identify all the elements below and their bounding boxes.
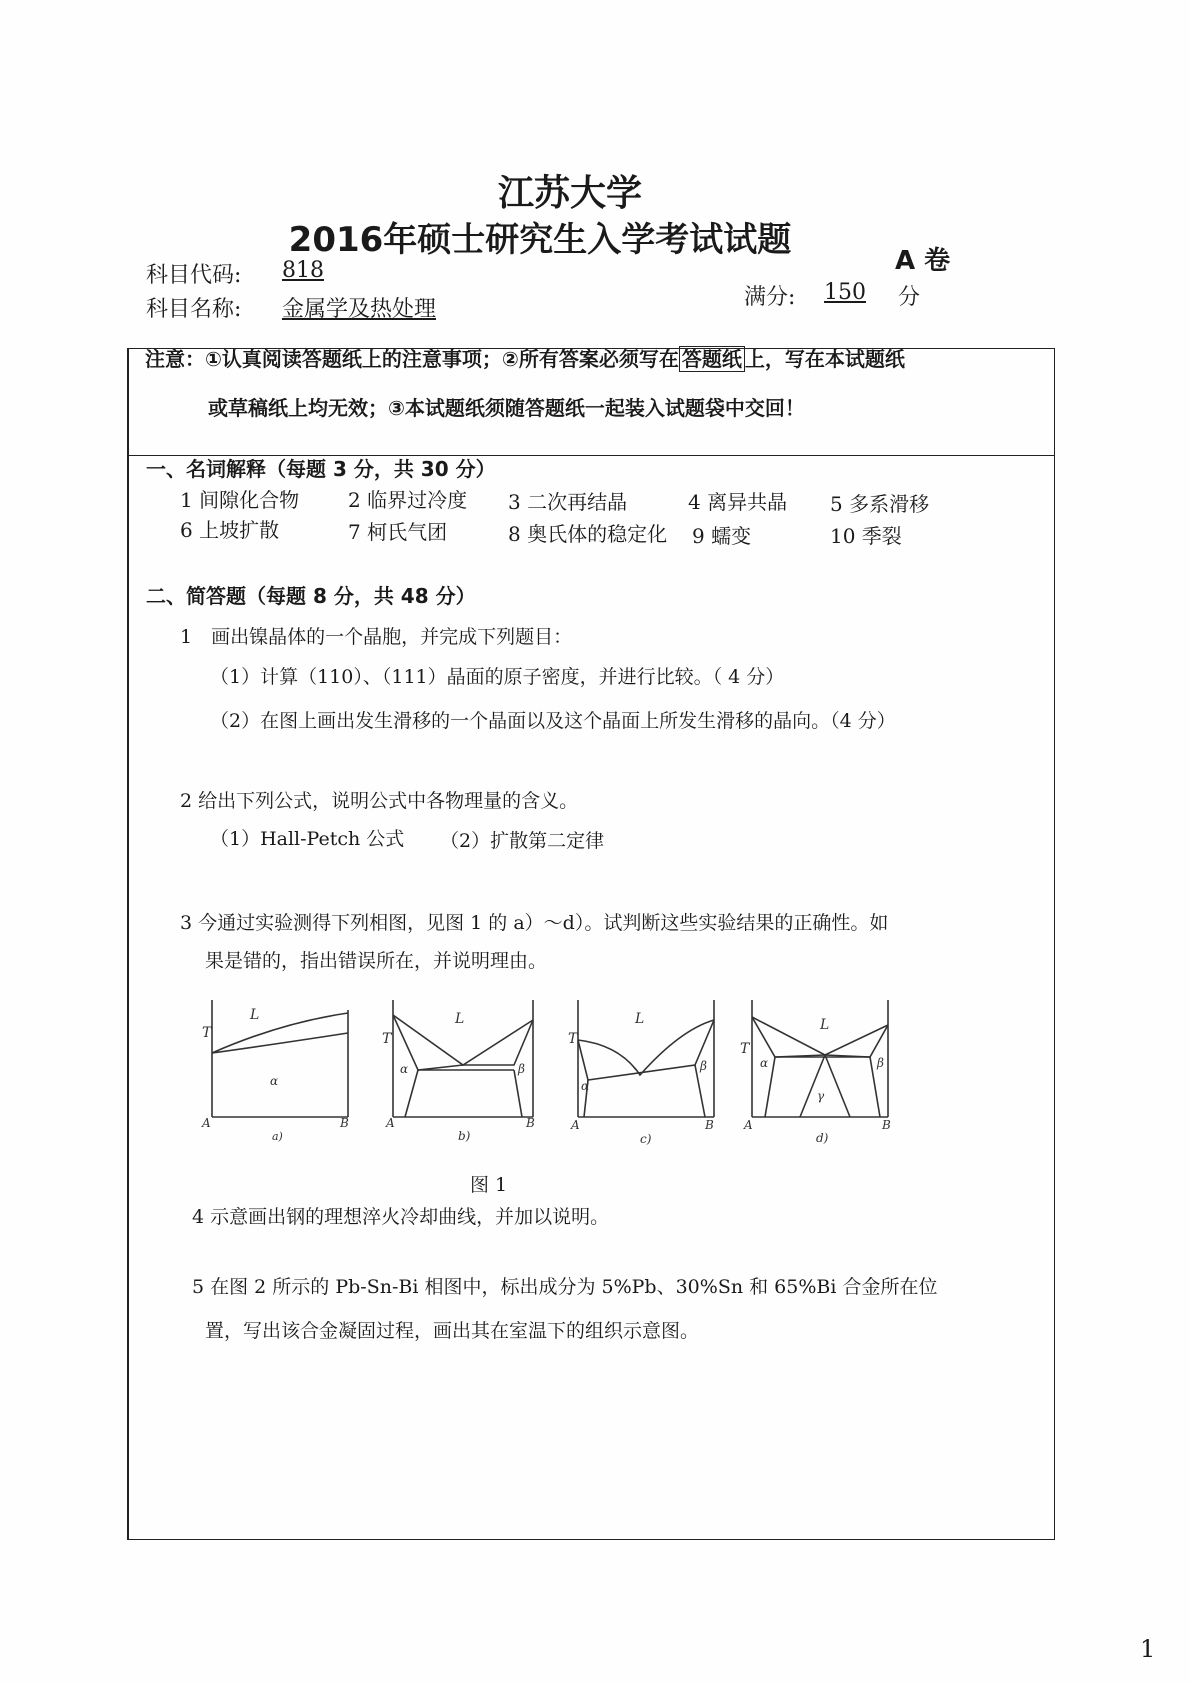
q1-part2: （2）在图上画出发生滑移的一个晶面以及这个晶面上所发生滑移的晶向。（4 分） [210,710,896,732]
fig-c-A: A [571,1118,580,1132]
diagram-c-liquidus [578,1020,714,1075]
fig-a-B: B [340,1116,349,1130]
term-4: 4 离异共晶 [688,490,788,514]
subject-code: 818 [282,258,324,283]
q5-line1: 5 在图 2 所示的 Pb-Sn-Bi 相图中，标出成分为 5%Pb、30%Sn 和 65%Bi 合金所在位 [192,1276,938,1298]
q2-part1: （1）Hall-Petch 公式 [210,828,405,850]
volume-label: A 卷 [895,246,951,276]
diagram-a-liquidus [212,1013,348,1053]
term-2: 2 临界过冷度 [348,488,468,512]
figure-caption: 图 1 [470,1174,508,1196]
fig-d-beta: β [877,1056,884,1070]
fig-c-B: B [705,1118,714,1132]
fig-a-T: T [202,1025,212,1041]
university-name: 江苏大学 [497,173,642,214]
fig-d-caption: d) [816,1131,829,1145]
diagram-a-solidus [212,1033,348,1053]
fig-d-L: L [820,1017,830,1033]
q3-line2: 果是错的，指出错误所在，并说明理由。 [205,950,548,972]
term-9: 9 蠕变 [692,524,752,548]
term-8: 8 奥氏体的稳定化 [508,522,668,546]
notice-line-1-suffix: 上，写在本试题纸 [744,347,905,371]
fig-b-A: A [386,1116,395,1130]
subject-name: 金属学及热处理 [282,297,437,322]
q4-stem: 4 示意画出钢的理想淬火冷却曲线，并加以说明。 [192,1206,610,1228]
section2-heading: 二、简答题（每题 8 分，共 48 分） [146,584,476,608]
term-6: 6 上坡扩散 [180,518,280,542]
fig-a-alpha: α [270,1074,279,1088]
figure-1 [200,995,920,1146]
fig-c-caption: c) [640,1132,652,1146]
fig-c-T: T [568,1031,578,1047]
fig-c-beta: β [700,1059,707,1073]
fig-d-alpha: α [760,1056,769,1070]
term-1: 1 间隙化合物 [180,488,300,512]
fig-d-B: B [882,1118,891,1132]
fig-b-caption: b) [458,1129,471,1143]
term-5: 5 多系滑移 [830,492,930,516]
full-score: 150 [824,280,866,305]
term-3: 3 二次再结晶 [508,490,628,514]
full-score-unit: 分 [898,285,921,310]
fig-b-alpha: α [400,1062,409,1076]
subject-name-label: 科目名称: [146,297,242,322]
fig-d-gamma: γ [817,1089,825,1103]
q2-stem: 2 给出下列公式，说明公式中各物理量的含义。 [180,790,579,812]
notice-line-2: 或草稿纸上均无效；③本试题纸须随答题纸一起装入试题袋中交回！ [208,396,805,420]
fig-b-L: L [455,1011,465,1027]
full-score-label: 满分: [744,285,796,310]
q1-part1: （1）计算（110）、（111）晶面的原子密度，并进行比较。（ 4 分） [210,666,785,688]
fig-b-T: T [382,1031,392,1047]
fig-b-B: B [526,1116,535,1130]
page-number: 1 [1140,1635,1156,1663]
q5-line2: 置，写出该合金凝固过程，画出其在室温下的组织示意图。 [205,1320,700,1342]
term-7: 7 柯氏气团 [348,520,448,544]
section1-heading: 一、名词解释（每题 3 分，共 30 分） [146,457,496,481]
q2-part2: （2）扩散第二定律 [440,830,605,852]
term-10: 10 季裂 [830,524,902,548]
q3-line1: 3 今通过实验测得下列相图，见图 1 的 a）～d）。试判断这些实验结果的正确性。如 [180,912,889,934]
notice-line-1 [145,343,905,372]
notice-line-1-prefix: 注意：①认真阅读答题纸上的注意事项；②所有答案必须写在 [145,347,679,371]
fig-d-T: T [740,1041,750,1057]
fig-c-alpha: α [581,1079,590,1093]
q1-stem: 1 画出镍晶体的一个晶胞，并完成下列题目： [180,626,573,648]
fig-b-beta: β [518,1062,525,1076]
fig-a-A: A [202,1116,211,1130]
fig-d-A: A [744,1118,753,1132]
exam-title: 2016年硕士研究生入学考试试题 [288,220,792,260]
subject-code-label: 科目代码: [146,263,242,288]
fig-c-L: L [635,1011,645,1027]
answer-sheet-box: 答题纸 [679,346,745,372]
fig-a-L: L [250,1007,260,1023]
fig-a-caption: a) [272,1130,283,1143]
